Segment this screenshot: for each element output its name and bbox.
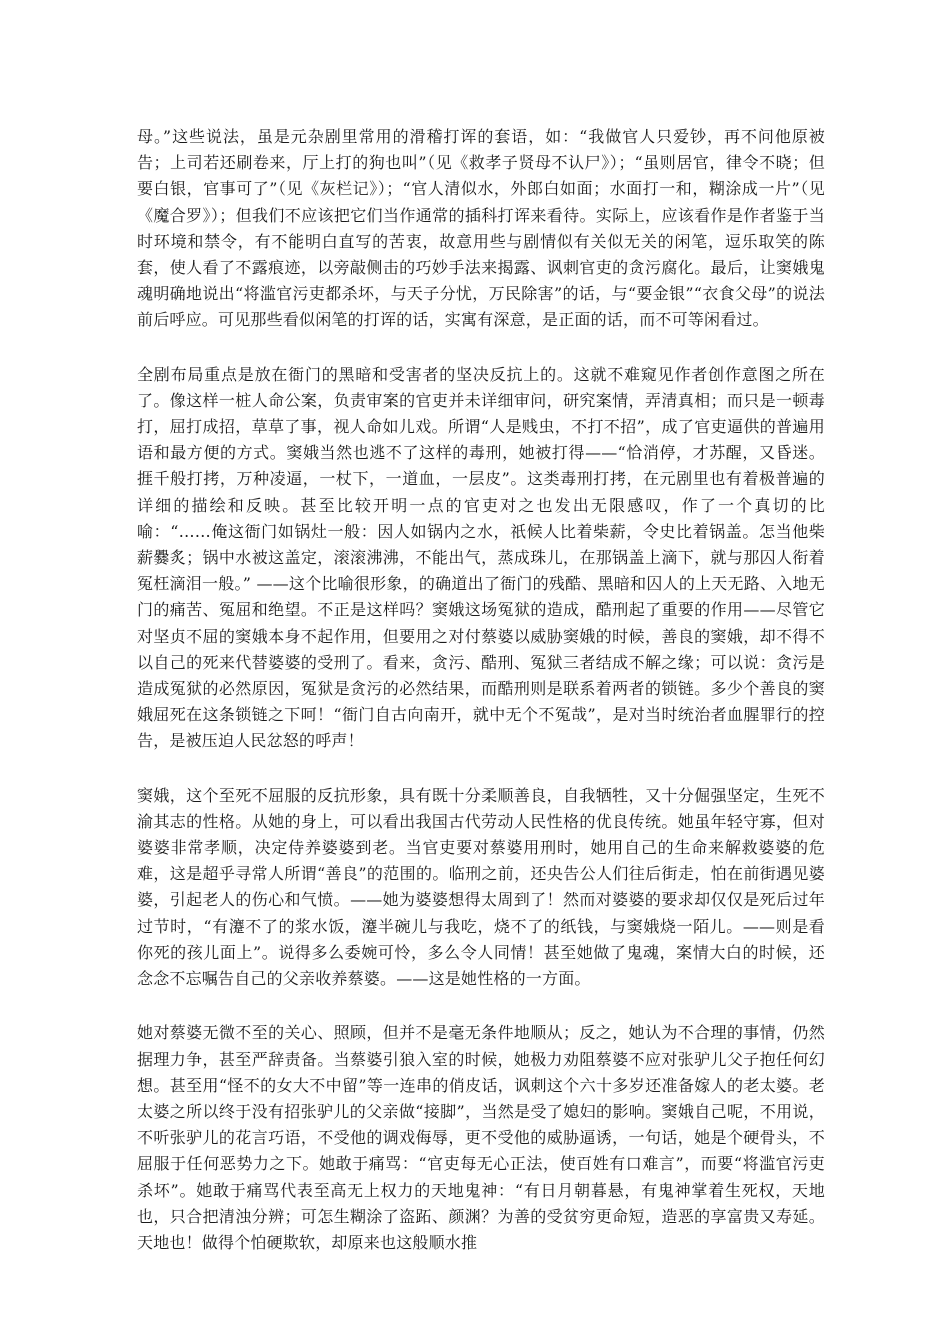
- paragraph-4: 她对蔡婆无微不至的关心、照顾，但并不是毫无条件地顺从；反之，她认为不合理的事情，仍然据理力争，甚至严辞责备。当蔡婆引狼入室的时候，她极力劝阻蔡婆不应对张驴儿父子抱任何幻想。甚至用“怪不的女大不中留”等一连串的俏皮话，讽刺这个六十多岁还准备嫁人的老太婆。老太婆之所以终于没有招张驴儿的父亲做“接脚”，当然是受了媳妇的影响。窦娥自己呢，不用说，不听张驴儿的花言巧语，不受他的调戏侮辱，更不受他的威胁逼诱，一句话，她是个硬骨头，不屈服于任何恶势力之下。她敢于痛骂：“官吏每无心正法，使百姓有口难言”，而要“将滥官污吏杀坏”。她敢于痛骂代表至高无上权力的天地鬼神：“有日月朝暮悬，有鬼神掌着生死权，天地也，只合把清浊分辨；可怎生糊涂了盗跖、颜渊？为善的受贫穷更命短，造恶的享富贵又寿延。天地也！做得个怕硬欺软，却原来也这般顺水推: [137, 1023, 825, 1252]
- paragraph-2: 全剧布局重点是放在衙门的黑暗和受害者的坚决反抗上的。这就不难窥见作者创作意图之所在了。像这样一桩人命公案，负责审案的官吏并未详细审问，研究案情，弄清真相；而只是一顿毒打，屈打成招，草草了事，视人命如儿戏。所谓“人是贱虫，不打不招”，成了官吏逼供的普遍用语和最方便的方式。窦娥当然也逃不了这样的毒刑，她被打得——“恰消停，才苏醒，又昏迷。捱千般打拷，万种凌逼，一杖下，一道血，一层皮”。这类毒刑打拷，在元剧里也有着极普遍的详细的描绘和反映。甚至比较开明一点的官吏对之也发出无限感叹，作了一个真切的比喻：“……俺这衙门如锅灶一般：因人如锅内之水，祇候人比着柴薪，令史比着锅盖。怎当他柴薪爨炙；锅中水被这盖定，滚滚沸沸，不能出气，蒸成珠儿，在那锅盖上滴下，就与那囚人衔着冤枉滴泪一般。” ——这个比喻很形象，的确道出了衙门的残酷、黑暗和囚人的上天无路、入地无门的痛苦、冤屈和绝望。不正是这样吗？窦娥这场冤狱的造成，酷刑起了重要的作用——尽管它对坚贞不屈的窦娥本身不起作用，但要用之对付蔡婆以威胁窦娥的时候，善良的窦娥，却不得不以自己的死来代替婆婆的受刑了。看来，贪污、酷刑、冤狱三者结成不解之缘；可以说：贪污是造成冤狱的必然原因，冤狱是贪污的必然结果，而酷刑则是联系着两者的锁链。多少个善良的窦娥屈死在这条锁链之下呵！“衙门自古向南开，就中无个不冤哉”，是对当时统治者血腥罪行的控告，是被压迫人民忿怒的呼声！: [137, 364, 825, 751]
- body-text: [137, 124, 825, 1256]
- paragraph-1: 母。”这些说法，虽是元杂剧里常用的滑稽打诨的套语，如：“我做官人只爱钞，再不问他原被告；上司若还刷卷来，厅上打的狗也叫”（见《救孝子贤母不认尸》）；“虽则居官，律令不晓；但要白银，官事可了”（见《灰栏记》）；“官人清似水，外郎白如面；水面打一和，糊涂成一片”（见《魔合罗》）；但我们不应该把它们当作通常的插科打诨来看待。实际上，应该看作是作者鉴于当时环境和禁令，有不能明白直写的苦衷，故意用些与剧情似有关似无关的闲笔，逗乐取笑的陈套，使人看了不露痕迹，以旁敲侧击的巧妙手法来揭露、讽刺官吏的贪污腐化。最后，让窦娥鬼魂明确地说出“将滥官污吏都杀坏，与天子分忧，万民除害”的话，与“要金银”“衣食父母”的说法前后呼应。可见那些看似闲笔的打诨的话，实寓有深意，是正面的话，而不可等闲看过。: [137, 127, 825, 330]
- paragraph-3: 窦娥，这个至死不屈服的反抗形象，具有既十分柔顺善良，自我牺牲，又十分倔强坚定，生死不渝其志的性格。从她的身上，可以看出我国古代劳动人民性格的优良传统。她虽年轻守寡，但对婆婆非常孝顺，决定侍养婆婆到老。当官吏要对蔡婆用刑时，她用自己的生命来解救婆婆的危难，这是超乎寻常人所谓“善良”的范围的。临刑之前，还央告公人们往后街走，怕在前街遇见婆婆，引起老人的伤心和气愤。——她为婆婆想得太周到了！然而对婆婆的要求却仅仅是死后过年过节时，“有瀽不了的浆水饭，瀽半碗儿与我吃，烧不了的纸钱，与窦娥烧一陌儿。——则是看你死的孩儿面上”。说得多么委婉可怜，多么令人同情！甚至她做了鬼魂，案情大白的时候，还念念不忘嘱告自己的父亲收养蔡婆。——这是她性格的一方面。: [137, 785, 825, 989]
